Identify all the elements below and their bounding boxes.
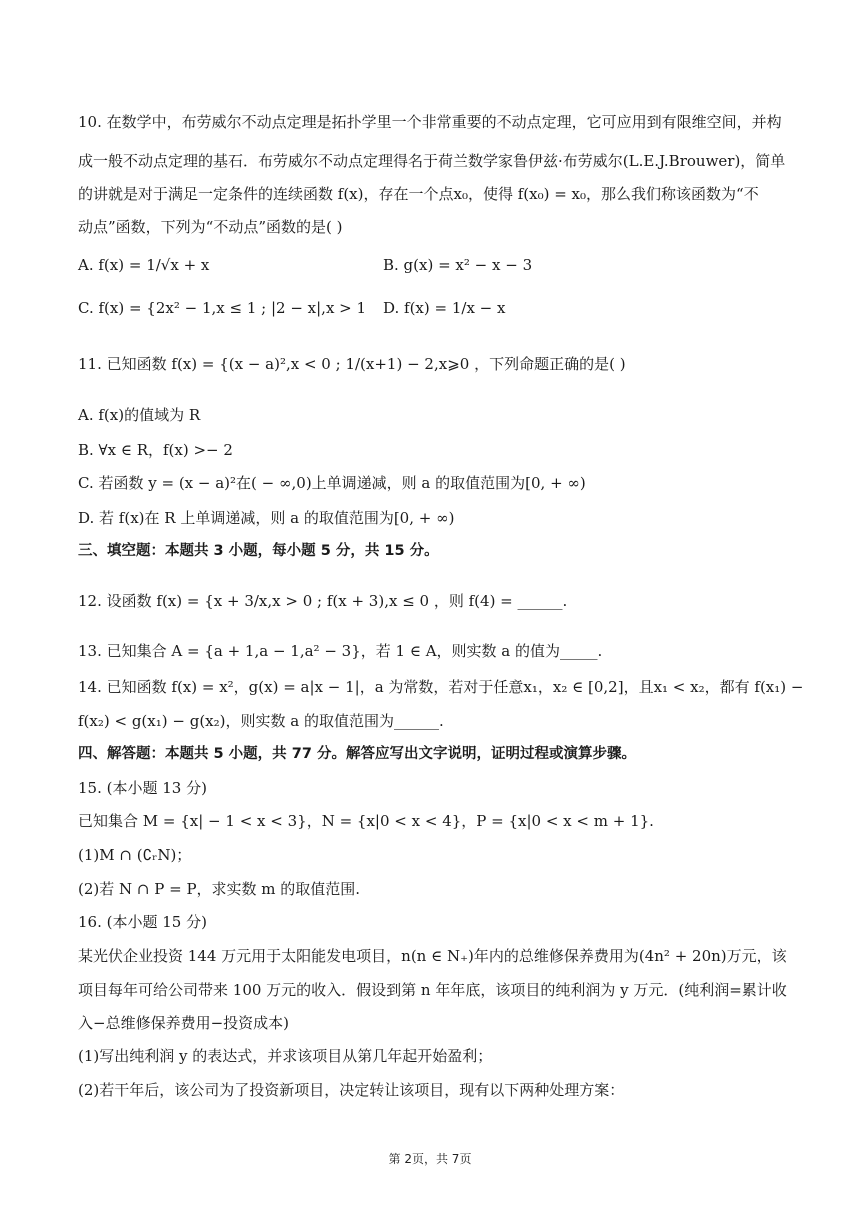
q16-part1: (1)写出纯利润 y 的表达式，并求该项目从第几年起开始盈利； [78,1047,493,1065]
section-3-heading: 三、填空题：本题共 3 小题，每小题 5 分，共 15 分。 [78,543,439,559]
q10-option-c: C. f(x) = {2x² − 1,x ≤ 1 ; |2 − x|,x > 1 [78,299,367,317]
q15-part1: (1)M ∩ (∁ᵣN)； [78,846,192,864]
q13-stem: 13. 已知集合 A = {a + 1,a − 1,a² − 3}，若 1 ∈ A，则实数 a 的值为_____. [78,642,603,660]
page-footer: 第 2页，共 7页 [388,1152,472,1166]
q16-part2: (2)若干年后，该公司为了投资新项目，决定转让该项目，现有以下两种处理方案： [78,1081,625,1099]
q16-line1: 某光伏企业投资 144 万元用于太阳能发电项目，n(n ∈ N₊)年内的总维修保养费用为(4n² + 20n)万元，该 [78,947,787,965]
q15-part2: (2)若 N ∩ P = P，求实数 m 的取值范围. [78,880,361,898]
q11-option-d: D. 若 f(x)在 R 上单调递减，则 a 的取值范围为[0, + ∞) [78,509,455,527]
q10-line2: 成一般不动点定理的基石．布劳威尔不动点定理得名于荷兰数学家鲁伊兹·布劳威尔(L.E.J.Brouwer)，简单 [78,152,786,170]
q11-option-a: A. f(x)的值域为 R [78,406,201,424]
q16-line2: 项目每年可给公司带来 100 万元的收入．假设到第 n 年年底，该项目的纯利润为 y 万元．(纯利润=累计收 [78,981,787,999]
q14-line1: 14. 已知函数 f(x) = x²，g(x) = a|x − 1|，a 为常数，若对于任意x₁，x₂ ∈ [0,2]，且x₁ < x₂，都有 f(x₁) − [78,678,804,696]
q14-line2: f(x₂) < g(x₁) − g(x₂)，则实数 a 的取值范围为______. [78,712,444,730]
section-4-heading: 四、解答题：本题共 5 小题，共 77 分。解答应写出文字说明，证明过程或演算步骤。 [78,746,636,762]
q11-option-c: C. 若函数 y = (x − a)²在( − ∞,0)上单调递减，则 a 的取值范围为[0, + ∞) [78,474,586,492]
q10-line4: 动点”函数，下列为“不动点”函数的是( ) [78,218,343,236]
q12-stem: 12. 设函数 f(x) = {x + 3/x,x > 0 ; f(x + 3),x ≤ 0 ，则 f(4) = ______. [78,592,568,610]
q10-option-b: B. g(x) = x² − x − 3 [383,256,533,274]
q10-option-d: D. f(x) = 1/x − x [383,299,506,317]
q16-line3: 入−总维修保养费用−投资成本) [78,1014,289,1032]
q15-stem: 已知集合 M = {x| − 1 < x < 3}，N = {x|0 < x < 4}，P = {x|0 < x < m + 1}. [78,812,654,830]
q16-title: 16. (本小题 15 分) [78,913,207,931]
q15-title: 15. (本小题 13 分) [78,779,207,797]
q11-stem: 11. 已知函数 f(x) = {(x − a)²,x < 0 ; 1/(x+1) − 2,x⩾0 ，下列命题正确的是( ) [78,355,626,373]
q11-option-b: B. ∀x ∈ R，f(x) >− 2 [78,441,233,459]
q10-line1: 10. 在数学中，布劳威尔不动点定理是拓扑学里一个非常重要的不动点定理，它可应用到有限维空间，并构 [78,113,782,131]
q10-option-a: A. f(x) = 1/√x + x [78,256,210,274]
q10-line3: 的讲就是对于满足一定条件的连续函数 f(x)，存在一个点x₀，使得 f(x₀) = x₀，那么我们称该函数为“不 [78,185,759,203]
